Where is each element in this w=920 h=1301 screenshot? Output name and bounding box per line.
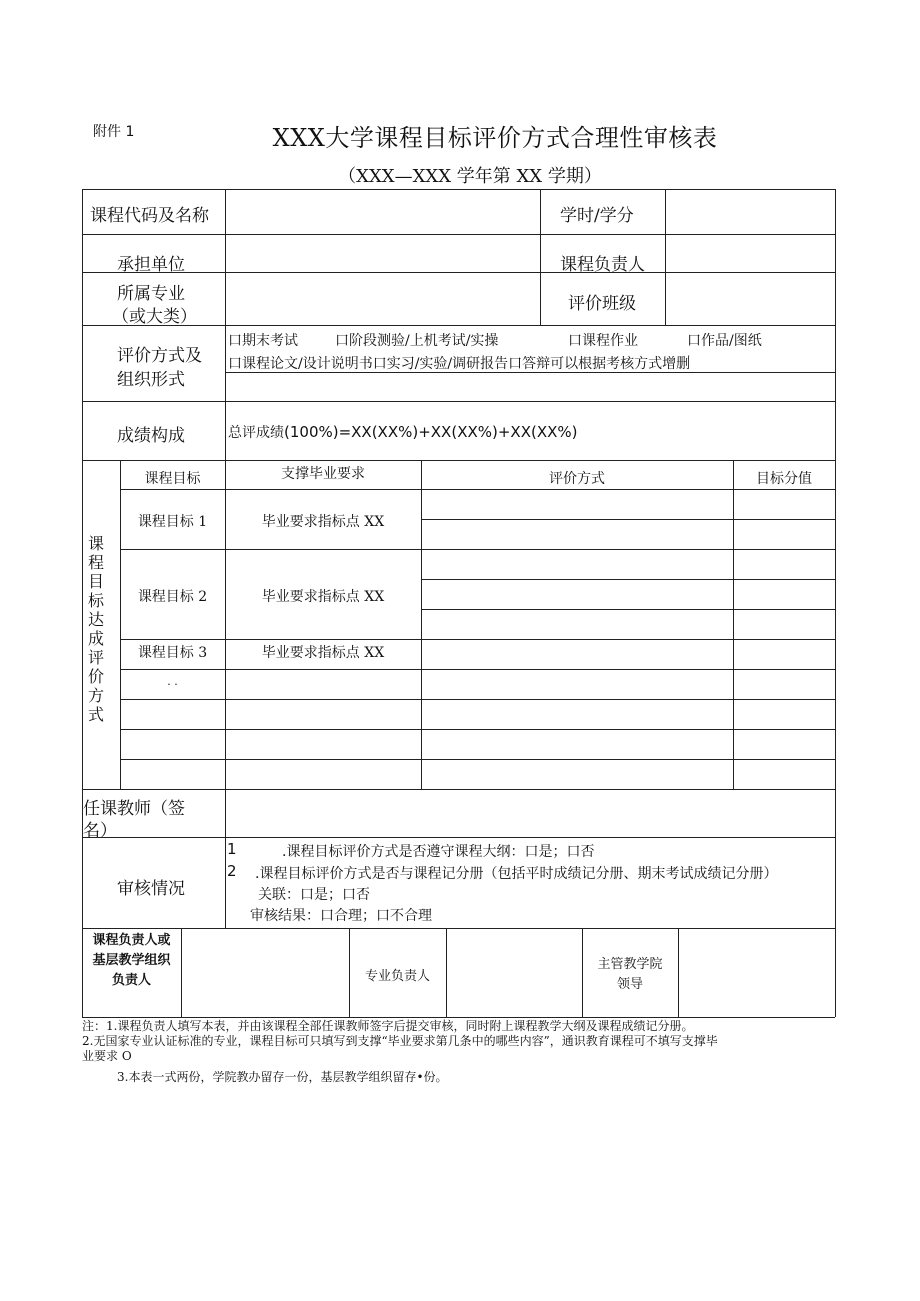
review-item-2-cont: 关联：口是；口否 xyxy=(258,887,370,903)
option-homework[interactable]: 口课程作业 xyxy=(568,333,638,349)
page-subtitle: （XXX—XXX 学年第 XX 学期） xyxy=(338,166,602,187)
hours-credits-field[interactable] xyxy=(666,190,834,233)
header-eval-method: 评价方式 xyxy=(549,471,605,487)
page-title: XXX大学课程目标评价方式合理性审核表 xyxy=(272,124,718,152)
dean-signature-field[interactable] xyxy=(679,929,834,1016)
major-label-sub: （或大类） xyxy=(112,307,197,327)
attachment-label: 附件 1 xyxy=(93,124,135,140)
objective-ellipsis: · · xyxy=(167,678,178,691)
objectives-section-label: 课程目标达成评价方式 xyxy=(88,534,105,724)
major-leader-label: 专业负责人 xyxy=(364,969,430,984)
teacher-signature-field[interactable] xyxy=(226,790,834,836)
unit-label: 承担单位 xyxy=(117,255,185,275)
requirement-1: 毕业要求指标点 XX xyxy=(261,514,385,530)
review-item-1-num: 1 xyxy=(227,840,237,858)
requirement-3: 毕业要求指标点 XX xyxy=(261,645,385,661)
eval-method-label-sub: 组织形式 xyxy=(117,370,185,390)
course-leader-field[interactable] xyxy=(666,235,834,271)
objective-1: 课程目标 1 xyxy=(137,514,208,530)
grade-composition-label: 成绩构成 xyxy=(117,426,185,446)
objective-3: 课程目标 3 xyxy=(137,645,208,661)
option-stage-test[interactable]: 口阶段测验/上机考试/实操 xyxy=(335,333,499,349)
major-label: 所属专业 xyxy=(117,284,185,304)
course-code-field[interactable] xyxy=(226,190,539,233)
header-requirement: 支撑毕业要求 xyxy=(281,466,365,482)
teacher-signature-label-sub: 名） xyxy=(83,821,117,841)
note-2: 2.无国家专业认证标准的专业，课程目标可只填写到支撑“毕业要求第几条中的哪些内容”，通识教育课程可不填写支撑毕 xyxy=(82,1034,718,1048)
note-2-cont: 业要求 O xyxy=(82,1049,132,1063)
requirement-2: 毕业要求指标点 XX xyxy=(261,589,385,605)
eval-class-field[interactable] xyxy=(666,273,834,324)
note-1: 注：1.课程负责人填写本表，并由该课程全部任课教师签字后提交审核，同时附上课程教学大纲及课程成绩记分册。 xyxy=(82,1019,694,1033)
hours-credits-label: 学时/学分 xyxy=(560,206,634,226)
review-item-2: .课程目标评价方式是否与课程记分册（包括平时成绩记分册、期末考试成绩记分册） xyxy=(255,866,778,882)
grade-formula: 总评成绩(100%)=XX(XX%)+XX(XX%)+XX(XX%) xyxy=(228,423,578,441)
review-item-2-num: 2 xyxy=(227,862,237,880)
header-target-score: 目标分值 xyxy=(756,471,812,487)
option-final-exam[interactable]: 口期末考试 xyxy=(228,333,298,349)
option-works-drawings[interactable]: 口作品/图纸 xyxy=(687,333,762,349)
dean-label: 主管教学院 领导 xyxy=(597,957,663,992)
unit-field[interactable] xyxy=(226,235,539,271)
objective-2: 课程目标 2 xyxy=(137,589,208,605)
review-item-1: .课程目标评价方式是否遵守课程大纲：口是；口否 xyxy=(282,844,595,860)
eval-method-label: 评价方式及 xyxy=(117,346,202,366)
leader-signature-field[interactable] xyxy=(182,929,348,1016)
header-objective: 课程目标 xyxy=(144,471,201,487)
course-leader-label: 课程负责人 xyxy=(560,255,645,275)
major-leader-signature-field[interactable] xyxy=(447,929,581,1016)
note-3: 3.本表一式两份，学院教办留存一份，基层教学组织留存•份。 xyxy=(117,1070,448,1084)
review-label: 审核情况 xyxy=(117,879,185,899)
leader-label: 课程负责人或 基层教学组织 负责人 xyxy=(92,933,171,988)
major-field[interactable] xyxy=(226,273,539,324)
teacher-signature-label: 任课教师（签 xyxy=(83,799,185,819)
eval-class-label: 评价班级 xyxy=(568,294,636,314)
course-code-label: 课程代码及名称 xyxy=(90,206,209,226)
review-result: 审核结果：口合理；口不合理 xyxy=(250,908,432,924)
option-paper-report[interactable]: 口课程论文/设计说明书口实习/实验/调研报告口答辩可以根据考核方式增删 xyxy=(228,356,691,372)
